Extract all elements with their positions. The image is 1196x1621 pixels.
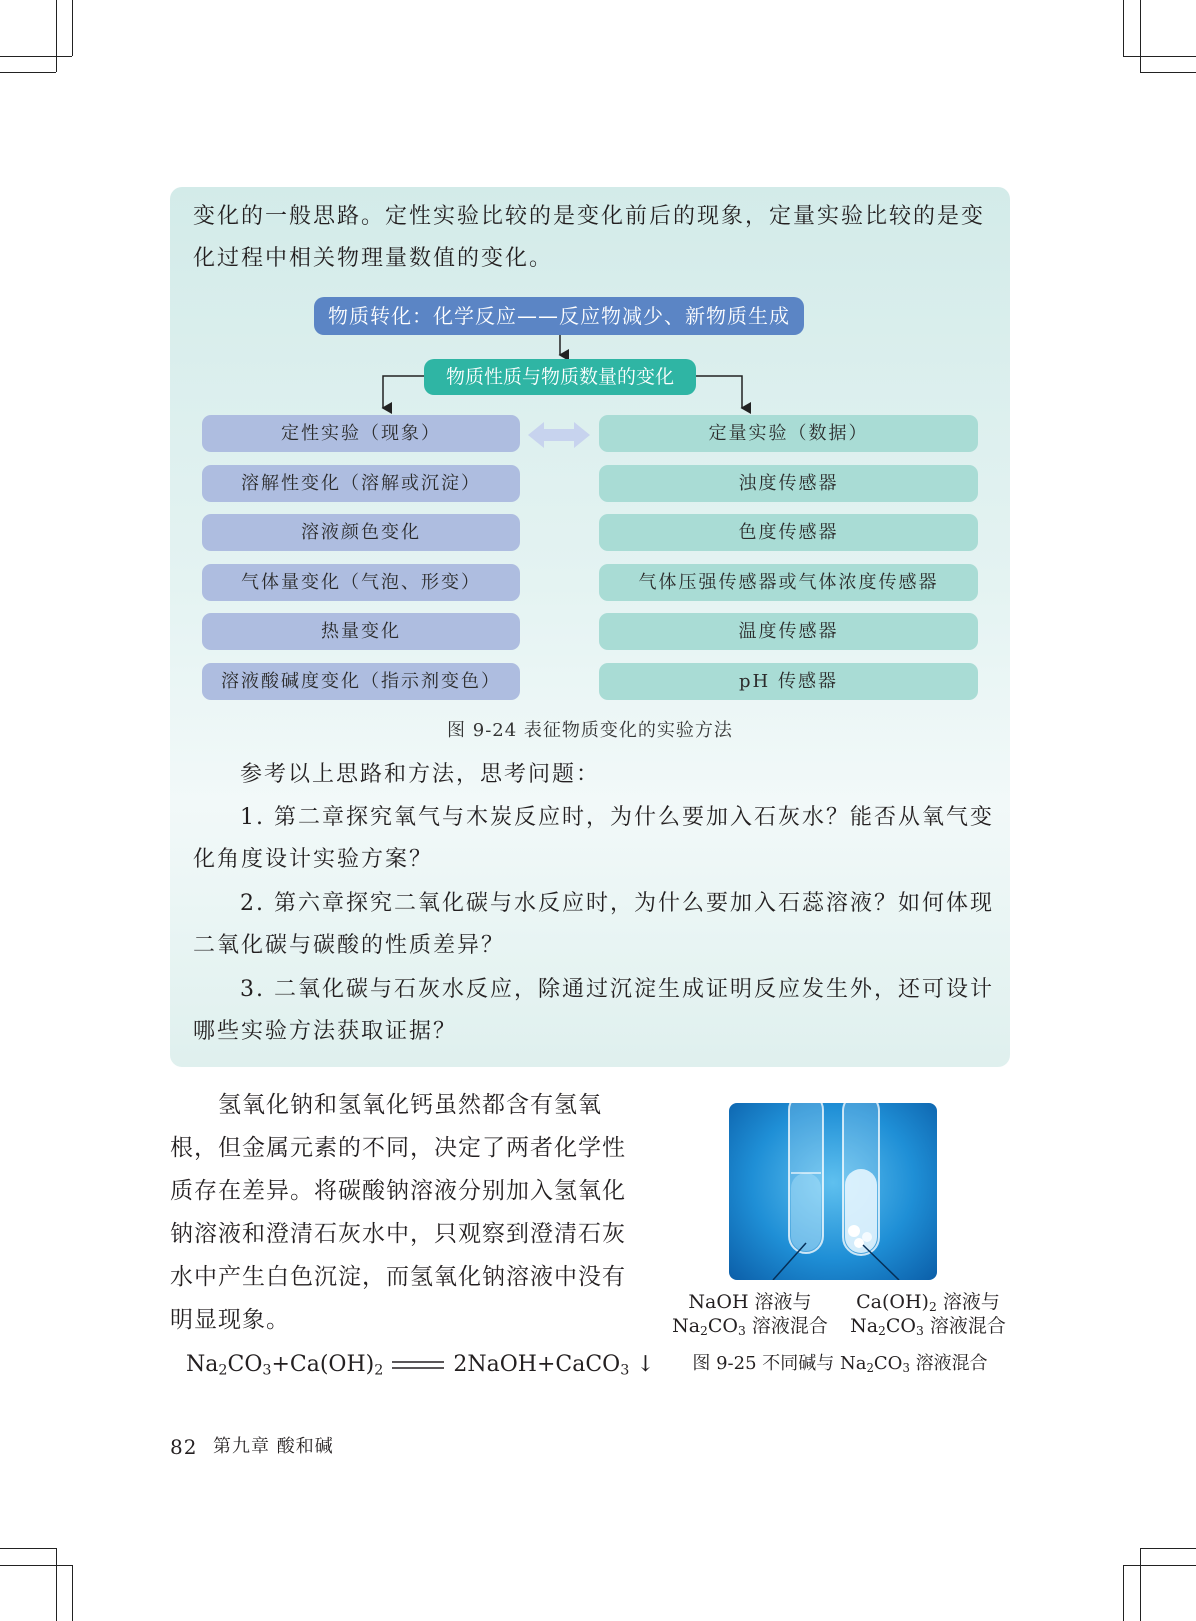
page-number: 82 xyxy=(170,1435,198,1459)
crop-mark xyxy=(0,1548,56,1549)
crop-mark xyxy=(56,1548,57,1621)
body-line: 钠溶液和澄清石灰水中，只观察到澄清石灰 xyxy=(170,1221,626,1247)
intro-line-1: 变化的一般思路。定性实验比较的是变化前后的现象，定量实验比较的是变 xyxy=(193,204,986,229)
chemical-equation: $Na_2CO_3+Ca(OH)_2$ 2NaOH+CaCO$_3$ ↓ xyxy=(186,1352,655,1379)
quantitative-item: 气体压强传感器或气体浓度传感器 xyxy=(599,564,978,601)
intro-line-2: 化过程中相关物理量数值的变化。 xyxy=(193,246,554,271)
question-3: 3. 二氧化碳与石灰水反应，除通过沉淀生成证明反应发生外，还可设计 xyxy=(240,977,994,1002)
double-arrow-icon xyxy=(528,420,590,450)
property-banner: 物质性质与物质数量的变化 xyxy=(424,359,696,395)
questions-lead: 参考以上思路和方法，思考问题： xyxy=(240,762,601,787)
body-line: 根，但金属元素的不同，决定了两者化学性 xyxy=(170,1135,626,1161)
crop-mark xyxy=(1140,1548,1141,1621)
crop-mark xyxy=(72,1565,73,1621)
quantitative-item: 定量实验（数据） xyxy=(599,415,978,452)
question-1-cont: 化角度设计实验方案？ xyxy=(193,847,434,872)
crop-mark xyxy=(1123,1565,1196,1566)
figure-25-caption: 图 9-25 不同碱与 $Na_2CO_3$ 溶液混合 xyxy=(692,1353,988,1375)
qualitative-item: 溶解性变化（溶解或沉淀） xyxy=(202,465,520,502)
photo-label-left: NaOH 溶液与 $Na_2CO_3$ 溶液混合 xyxy=(672,1291,828,1339)
quantitative-item: 色度传感器 xyxy=(599,514,978,551)
reaction-banner: 物质转化：化学反应——反应物减少、新物质生成 xyxy=(314,297,804,335)
body-line: 氢氧化钠和氢氧化钙虽然都含有氢氧 xyxy=(218,1092,602,1118)
question-2: 2. 第六章探究二氧化碳与水反应时，为什么要加入石蕊溶液？如何体现 xyxy=(240,891,994,916)
quantitative-item: pH 传感器 xyxy=(599,663,978,700)
question-3-cont: 哪些实验方法获取证据？ xyxy=(193,1019,458,1044)
qualitative-item: 溶液颜色变化 xyxy=(202,514,520,551)
crop-mark xyxy=(0,1565,72,1566)
body-line: 明显现象。 xyxy=(170,1307,290,1333)
qualitative-item: 定性实验（现象） xyxy=(202,415,520,452)
question-1: 1. 第二章探究氧气与木炭反应时，为什么要加入石灰水？能否从氧气变 xyxy=(240,805,994,830)
quantitative-item: 浊度传感器 xyxy=(599,465,978,502)
body-line: 水中产生白色沉淀，而氢氧化钠溶液中没有 xyxy=(170,1264,626,1290)
body-line: 质存在差异。将碳酸钠溶液分别加入氢氧化 xyxy=(170,1178,626,1204)
chapter-title: 第九章 酸和碱 xyxy=(213,1436,334,1457)
qualitative-item: 热量变化 xyxy=(202,613,520,650)
test-tubes-photo xyxy=(729,1103,937,1280)
figure-caption: 图 9-24 表征物质变化的实验方法 xyxy=(447,720,733,741)
quantitative-item: 温度传感器 xyxy=(599,613,978,650)
qualitative-item: 溶液酸碱度变化（指示剂变色） xyxy=(202,663,520,700)
question-2-cont: 二氧化碳与碳酸的性质差异？ xyxy=(193,933,506,958)
crop-mark xyxy=(1140,1548,1196,1549)
qualitative-item: 气体量变化（气泡、形变） xyxy=(202,564,520,601)
photo-label-right: $Ca(OH)_2$ 溶液与 $Na_2CO_3$ 溶液混合 xyxy=(850,1291,1006,1339)
crop-mark xyxy=(1123,1565,1124,1621)
